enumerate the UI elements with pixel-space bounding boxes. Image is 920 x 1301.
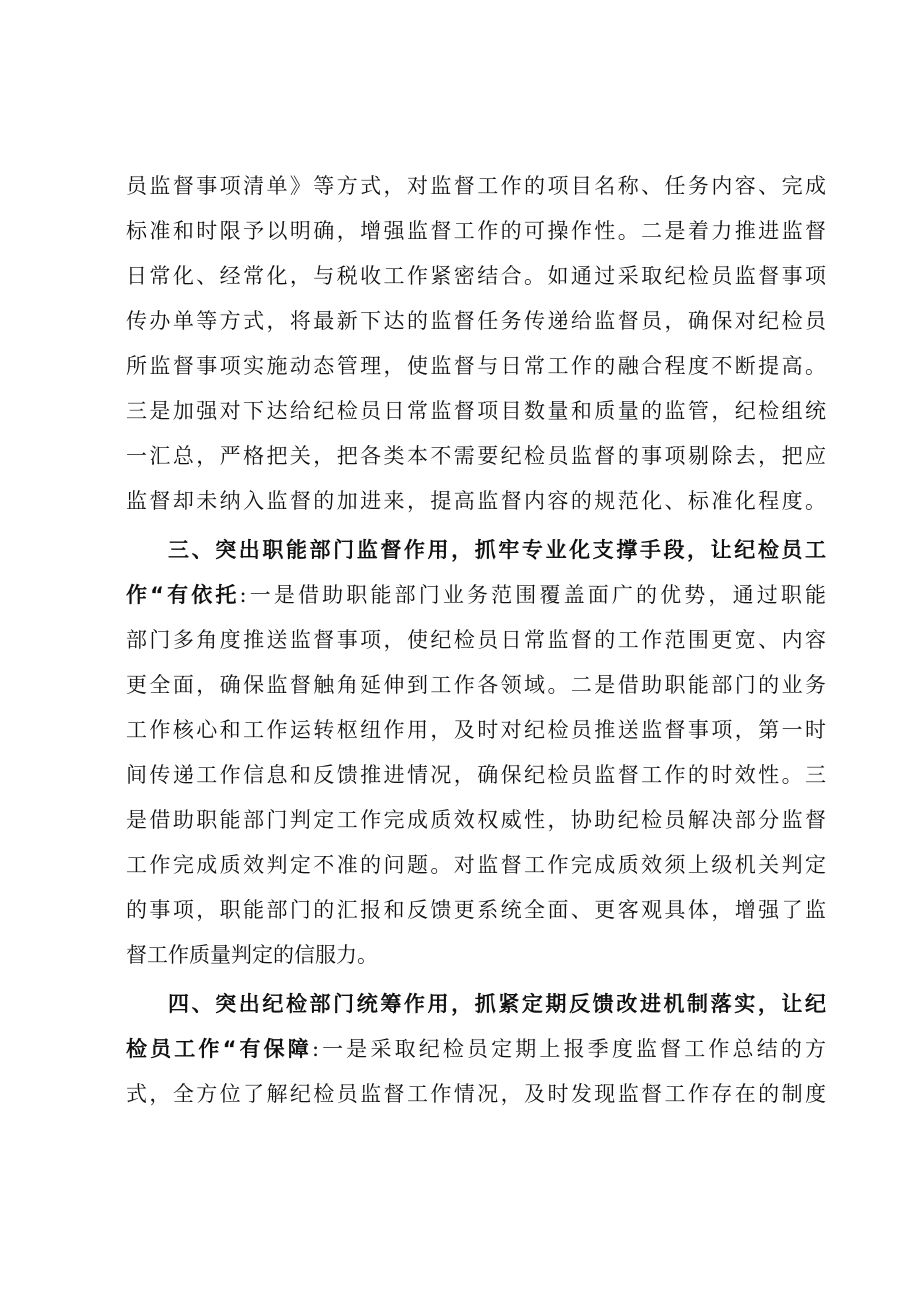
paragraph-3-line-2-text: :一是采取纪检员定期上报季度监督工作总结的方: [311, 1037, 826, 1061]
paragraph-2-line-10: 督工作质量判定的信服力。: [126, 943, 378, 967]
paragraph-1-line-7: 一汇总，严格把关，把各类本不需要纪检员监督的事项剔除去，把应: [126, 444, 826, 468]
paragraph-3-heading-tail: 检员工作“有保障: [126, 1037, 312, 1061]
paragraph-2-line-8: 工作完成质效判定不准的问题。对监督工作完成质效须上级机关判定: [126, 853, 826, 877]
paragraph-2-line-4: 更全面，确保监督触角延伸到工作各领域。二是借助职能部门的业务: [126, 673, 826, 697]
paragraph-1-line-5: 所监督事项实施动态管理，使监督与日常工作的融合程度不断提高。: [126, 354, 826, 378]
paragraph-1-line-8: 监督却未纳入监督的加进来，提高监督内容的规范化、标准化程度。: [126, 489, 826, 513]
paragraph-1-line-6: 三是加强对下达给纪检员日常监督项目数量和质量的监管，纪检组统: [126, 399, 826, 423]
paragraph-2-line-7: 是借助职能部门判定工作完成质效权威性，协助纪检员解决部分监督: [126, 808, 826, 832]
paragraph-3-line-2: [126, 1035, 826, 1063]
paragraph-1-line-2: 标准和时限予以明确，增强监督工作的可操作性。二是着力推进监督: [126, 219, 826, 243]
paragraph-2-line-2-text: :一是借助职能部门业务范围覆盖面广的优势，通过职能: [239, 583, 826, 607]
paragraph-2-heading-tail: 作“有依托: [126, 583, 240, 607]
paragraph-2-line-2: [126, 581, 826, 609]
paragraph-2-heading-line-1: 三、突出职能部门监督作用，抓牢专业化支撑手段，让纪检员工: [168, 538, 826, 562]
paragraph-1-line-3: 日常化、经常化，与税收工作紧密结合。如通过采取纪检员监督事项: [126, 264, 826, 288]
paragraph-1-line-4: 传办单等方式，将最新下达的监督任务传递给监督员，确保对纪检员: [126, 309, 826, 333]
paragraph-2-line-5: 工作核心和工作运转枢纽作用，及时对纪检员推送监督事项，第一时: [126, 718, 826, 742]
paragraph-2-line-6: 间传递工作信息和反馈推进情况，确保纪检员监督工作的时效性。三: [126, 763, 826, 787]
paragraph-2-line-9: 的事项，职能部门的汇报和反馈更系统全面、更客观具体，增强了监: [126, 898, 826, 922]
paragraph-3-heading-line-1: 四、突出纪检部门统筹作用，抓紧定期反馈改进机制落实，让纪: [168, 992, 826, 1016]
paragraph-1-line-1: 员监督事项清单》等方式，对监督工作的项目名称、任务内容、完成: [126, 174, 826, 198]
paragraph-2-line-3: 部门多角度推送监督事项，使纪检员日常监督的工作范围更宽、内容: [126, 628, 826, 652]
paragraph-3-line-3: 式，全方位了解纪检员监督工作情况，及时发现监督工作存在的制度: [126, 1082, 826, 1106]
